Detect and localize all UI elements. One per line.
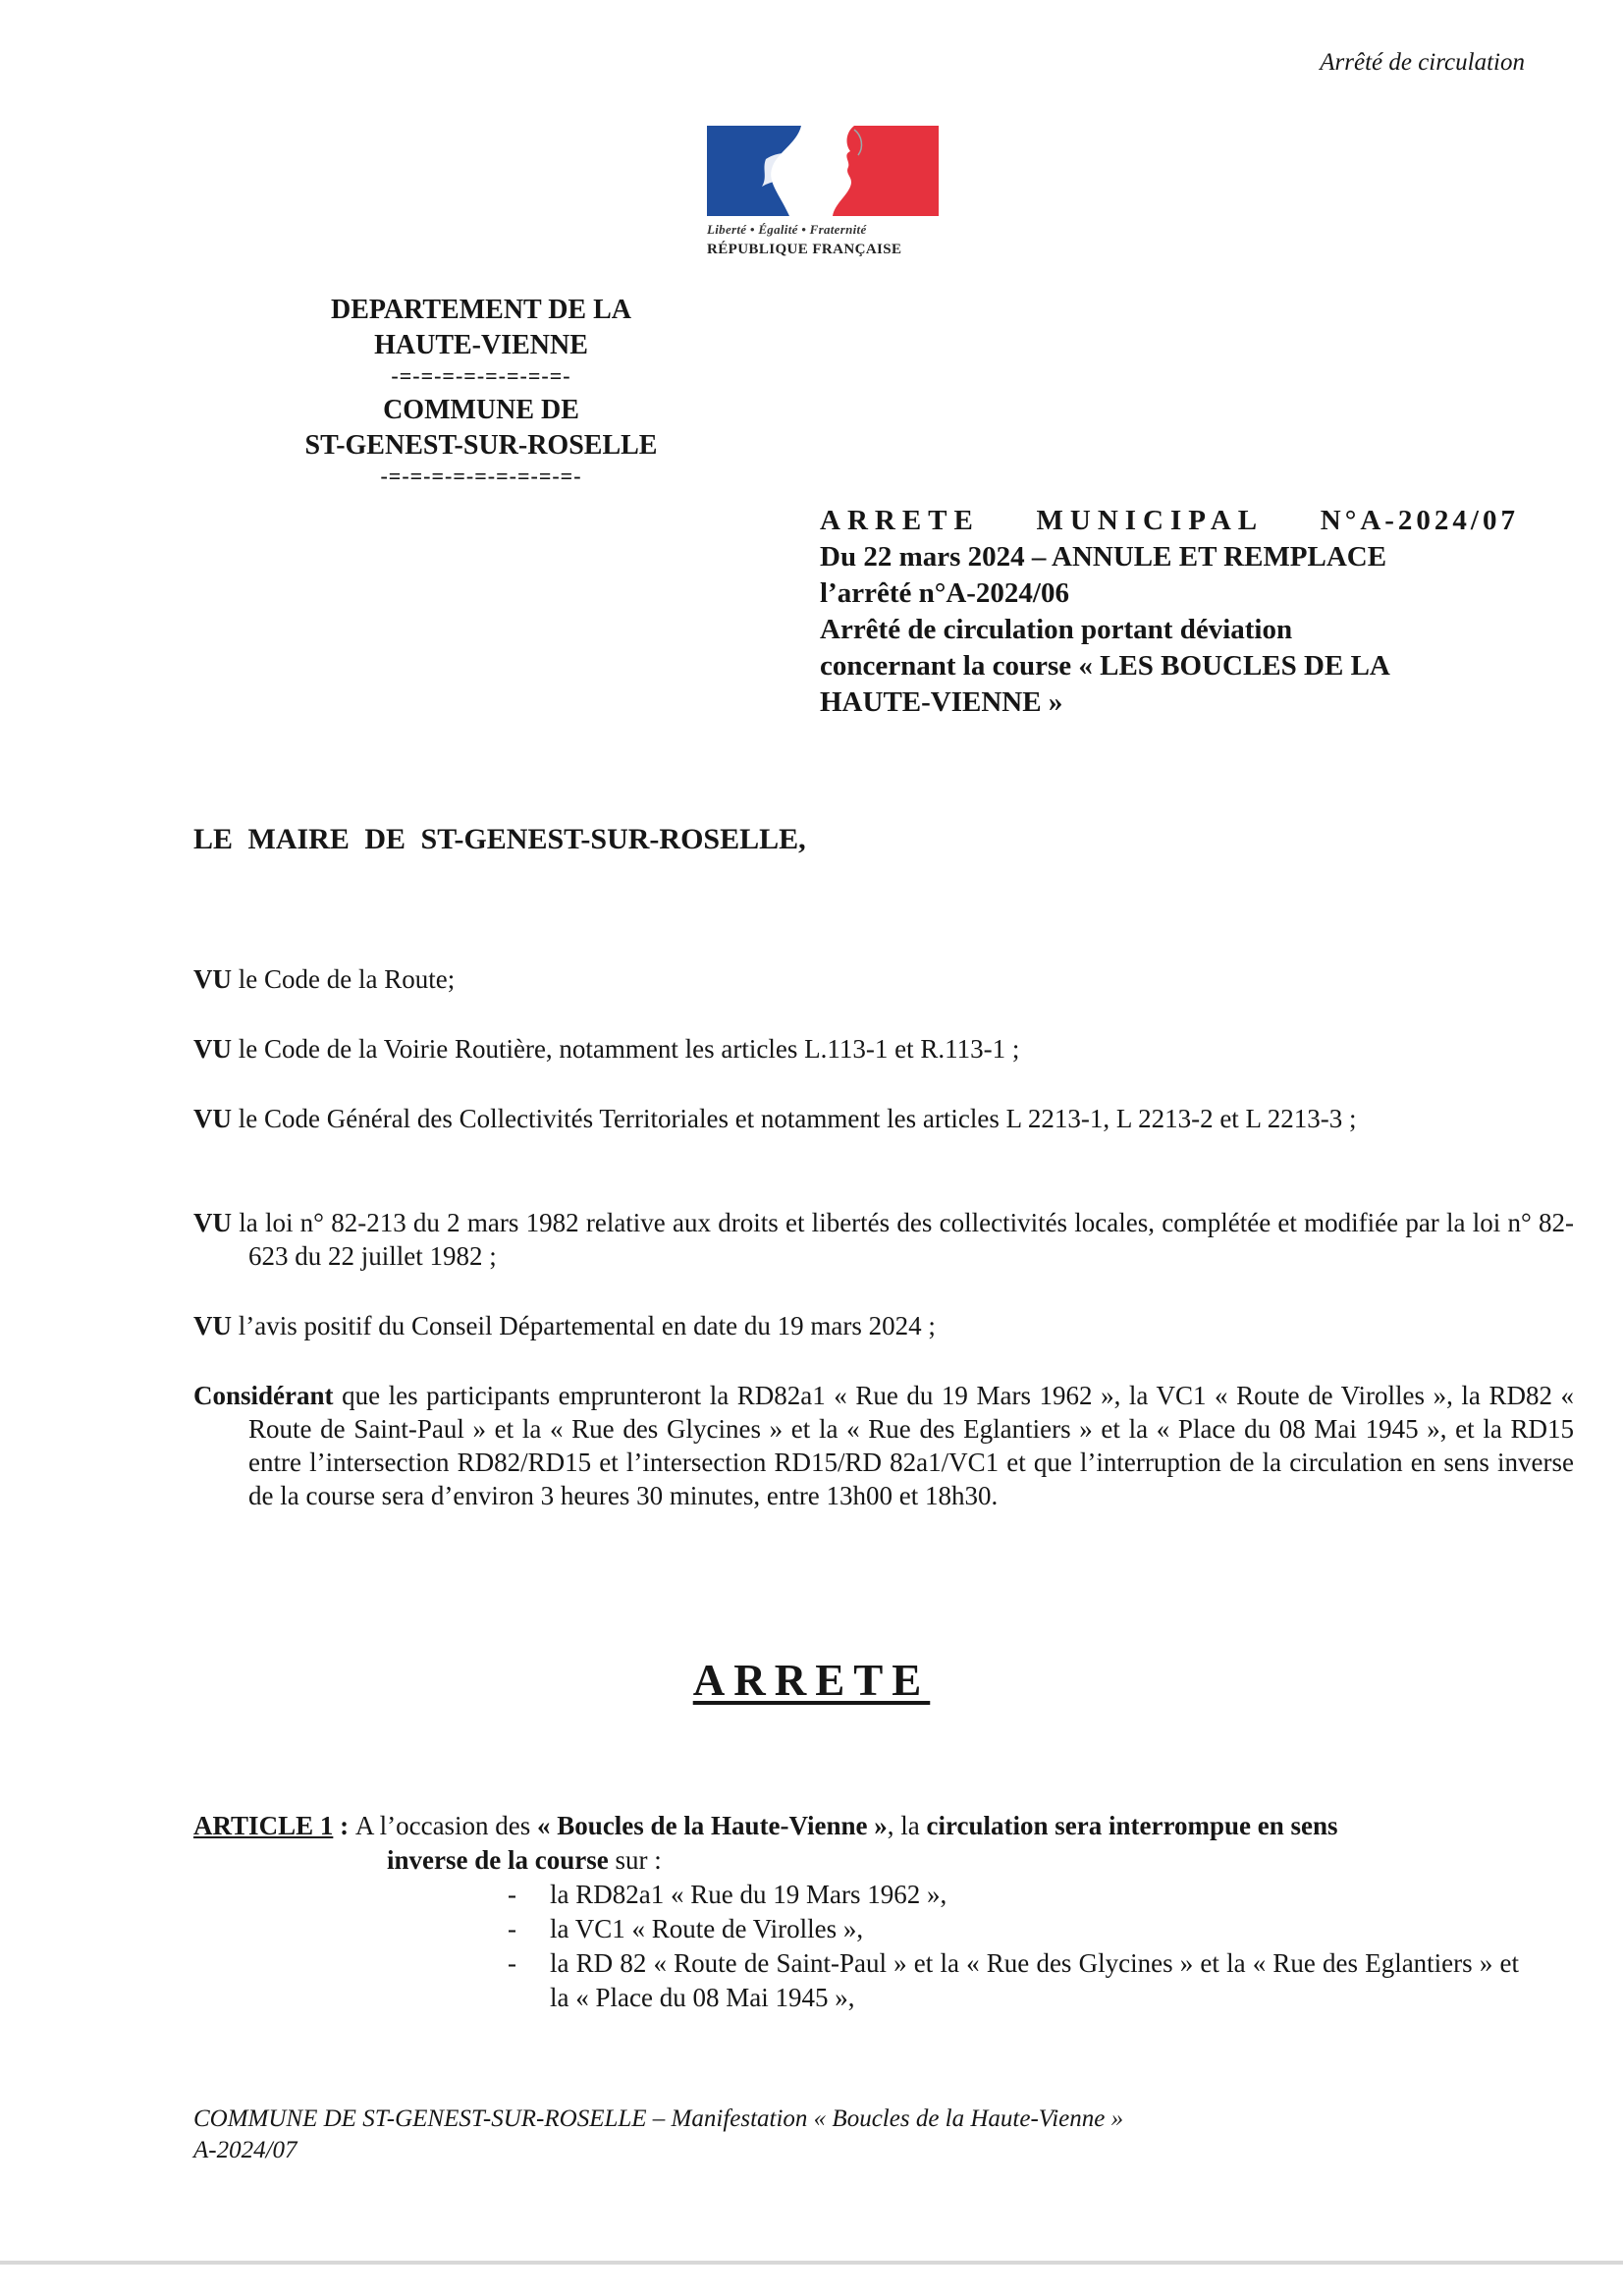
header-note: Arrêté de circulation bbox=[1320, 49, 1525, 76]
list-item-text-1: la RD82a1 « Rue du 19 Mars 1962 », bbox=[550, 1880, 947, 1909]
vu-lead-4: VU bbox=[193, 1208, 232, 1237]
list-item bbox=[473, 1878, 1519, 1912]
marianne-emblem-icon bbox=[707, 126, 939, 216]
vu-paragraph-3 bbox=[193, 1102, 1574, 1135]
footer-line1: COMMUNE DE ST-GENEST-SUR-ROSELLE – Manifestation « Boucles de la Haute-Vienne » bbox=[193, 2105, 1124, 2132]
list-item-text-2: la VC1 « Route de Virolles », bbox=[550, 1914, 864, 1943]
vu-text-4: la loi n° 82-213 du 2 mars 1982 relative aux droits et libertés des collectivités locales, complétée et modifiée par la loi n° 82-623 du 22 juillet 1982 ; bbox=[239, 1208, 1574, 1271]
page-bottom-rule bbox=[0, 2261, 1623, 2265]
considerant-paragraph bbox=[193, 1379, 1574, 1512]
vu-text-5: l’avis positif du Conseil Départemental en date du 19 mars 2024 ; bbox=[238, 1311, 936, 1340]
vu-paragraph-2 bbox=[193, 1032, 1574, 1066]
department-line1: DEPARTEMENT DE LA bbox=[330, 295, 632, 325]
article-1-list bbox=[193, 1878, 1519, 2015]
dash-icon: - bbox=[508, 1948, 516, 1978]
motto: Liberté • Égalité • Fraternité bbox=[707, 222, 867, 237]
dash-icon: - bbox=[508, 1880, 516, 1909]
vu-paragraph-5 bbox=[193, 1309, 1574, 1342]
title-word-1: ARRETE bbox=[820, 505, 980, 536]
department-block bbox=[245, 293, 717, 493]
vu-lead-3: VU bbox=[193, 1104, 232, 1133]
title-line2: Du 22 mars 2024 – ANNULE ET REMPLACE bbox=[820, 541, 1387, 573]
article-1-text-a: A l’occasion des bbox=[354, 1811, 538, 1840]
article-1-intro bbox=[193, 1809, 1519, 1843]
maire-heading: LE MAIRE DE ST-GENEST-SUR-ROSELLE, bbox=[193, 823, 806, 855]
vu-paragraph-1 bbox=[193, 962, 1574, 996]
footer bbox=[193, 2104, 1123, 2166]
marianne-logo bbox=[707, 126, 939, 258]
vu-paragraph-4 bbox=[193, 1206, 1574, 1273]
separator-2: -=-=-=-=-=-=-=-=-=- bbox=[380, 464, 582, 488]
title-line4: Arrêté de circulation portant déviation bbox=[820, 614, 1293, 645]
vu-text-2: le Code de la Voirie Routière, notamment les articles L.113-1 et R.113-1 ; bbox=[238, 1034, 1020, 1064]
arrete-heading: ARRETE bbox=[692, 1656, 931, 1705]
title-line5: concernant la course « LES BOUCLES DE LA bbox=[820, 650, 1390, 682]
article-1-colon: : bbox=[333, 1811, 355, 1840]
title-word-3: N°A-2024/07 bbox=[1320, 505, 1519, 536]
list-item-text-3: la RD 82 « Route de Saint-Paul » et la « Rue des Glycines » et la « Rue des Eglantiers » et la « Place du 08 Mai 1945 », bbox=[550, 1948, 1519, 2012]
title-line3: l’arrêté n°A-2024/06 bbox=[820, 577, 1069, 609]
vu-text-3: le Code Général des Collectivités Territoriales et notamment les articles L 2213-1, L 2213-2 et L 2213-3 ; bbox=[238, 1104, 1357, 1133]
article-1-label: ARTICLE 1 bbox=[193, 1811, 334, 1840]
footer-line2: A-2024/07 bbox=[193, 2137, 298, 2163]
dash-icon: - bbox=[508, 1914, 516, 1943]
article-1-text-c: sur : bbox=[608, 1845, 662, 1875]
article-1-text-b: , la bbox=[887, 1811, 927, 1840]
considerant-lead: Considérant bbox=[193, 1381, 334, 1410]
considerant-text: que les participants emprunteront la RD82a1 « Rue du 19 Mars 1962 », la VC1 « Route de Virolles », la RD82 « Route de Saint-Paul » et la « Rue des Glycines » et la « Rue des Eglantiers » et la « Place du 08 Mai 1945 », et la RD15 entre l’intersection RD82/RD15 et l’intersection RD15/RD 82a1/VC1 et que l’interruption de la circulation en sens inverse de la course sera d’environ 3 heures 30 minutes, entre 13h00 et 18h30. bbox=[248, 1381, 1575, 1510]
article-1 bbox=[193, 1809, 1519, 2015]
commune-line2: ST-GENEST-SUR-ROSELLE bbox=[304, 430, 658, 461]
arrete-title bbox=[820, 503, 1519, 721]
list-item bbox=[473, 1946, 1519, 2015]
title-line6: HAUTE-VIENNE » bbox=[820, 686, 1063, 718]
article-1-bold-a: « Boucles de la Haute-Vienne » bbox=[537, 1811, 888, 1840]
separator-1: -=-=-=-=-=-=-=-=- bbox=[391, 363, 571, 388]
title-line1 bbox=[820, 503, 1519, 539]
commune-line1: COMMUNE DE bbox=[383, 395, 579, 425]
vu-lead-2: VU bbox=[193, 1034, 232, 1064]
title-word-2: MUNICIPAL bbox=[1036, 505, 1265, 536]
republic-label: RÉPUBLIQUE FRANÇAISE bbox=[707, 242, 902, 257]
article-1-bold-b1: circulation sera interrompue en sens bbox=[926, 1811, 1338, 1840]
article-1-continuation bbox=[193, 1843, 1519, 1878]
list-item bbox=[473, 1912, 1519, 1946]
vu-text-1: le Code de la Route; bbox=[238, 964, 456, 994]
department-line2: HAUTE-VIENNE bbox=[374, 330, 588, 360]
vu-lead-5: VU bbox=[193, 1311, 232, 1340]
vu-lead-1: VU bbox=[193, 964, 232, 994]
article-1-bold-b2: inverse de la course bbox=[387, 1845, 609, 1875]
